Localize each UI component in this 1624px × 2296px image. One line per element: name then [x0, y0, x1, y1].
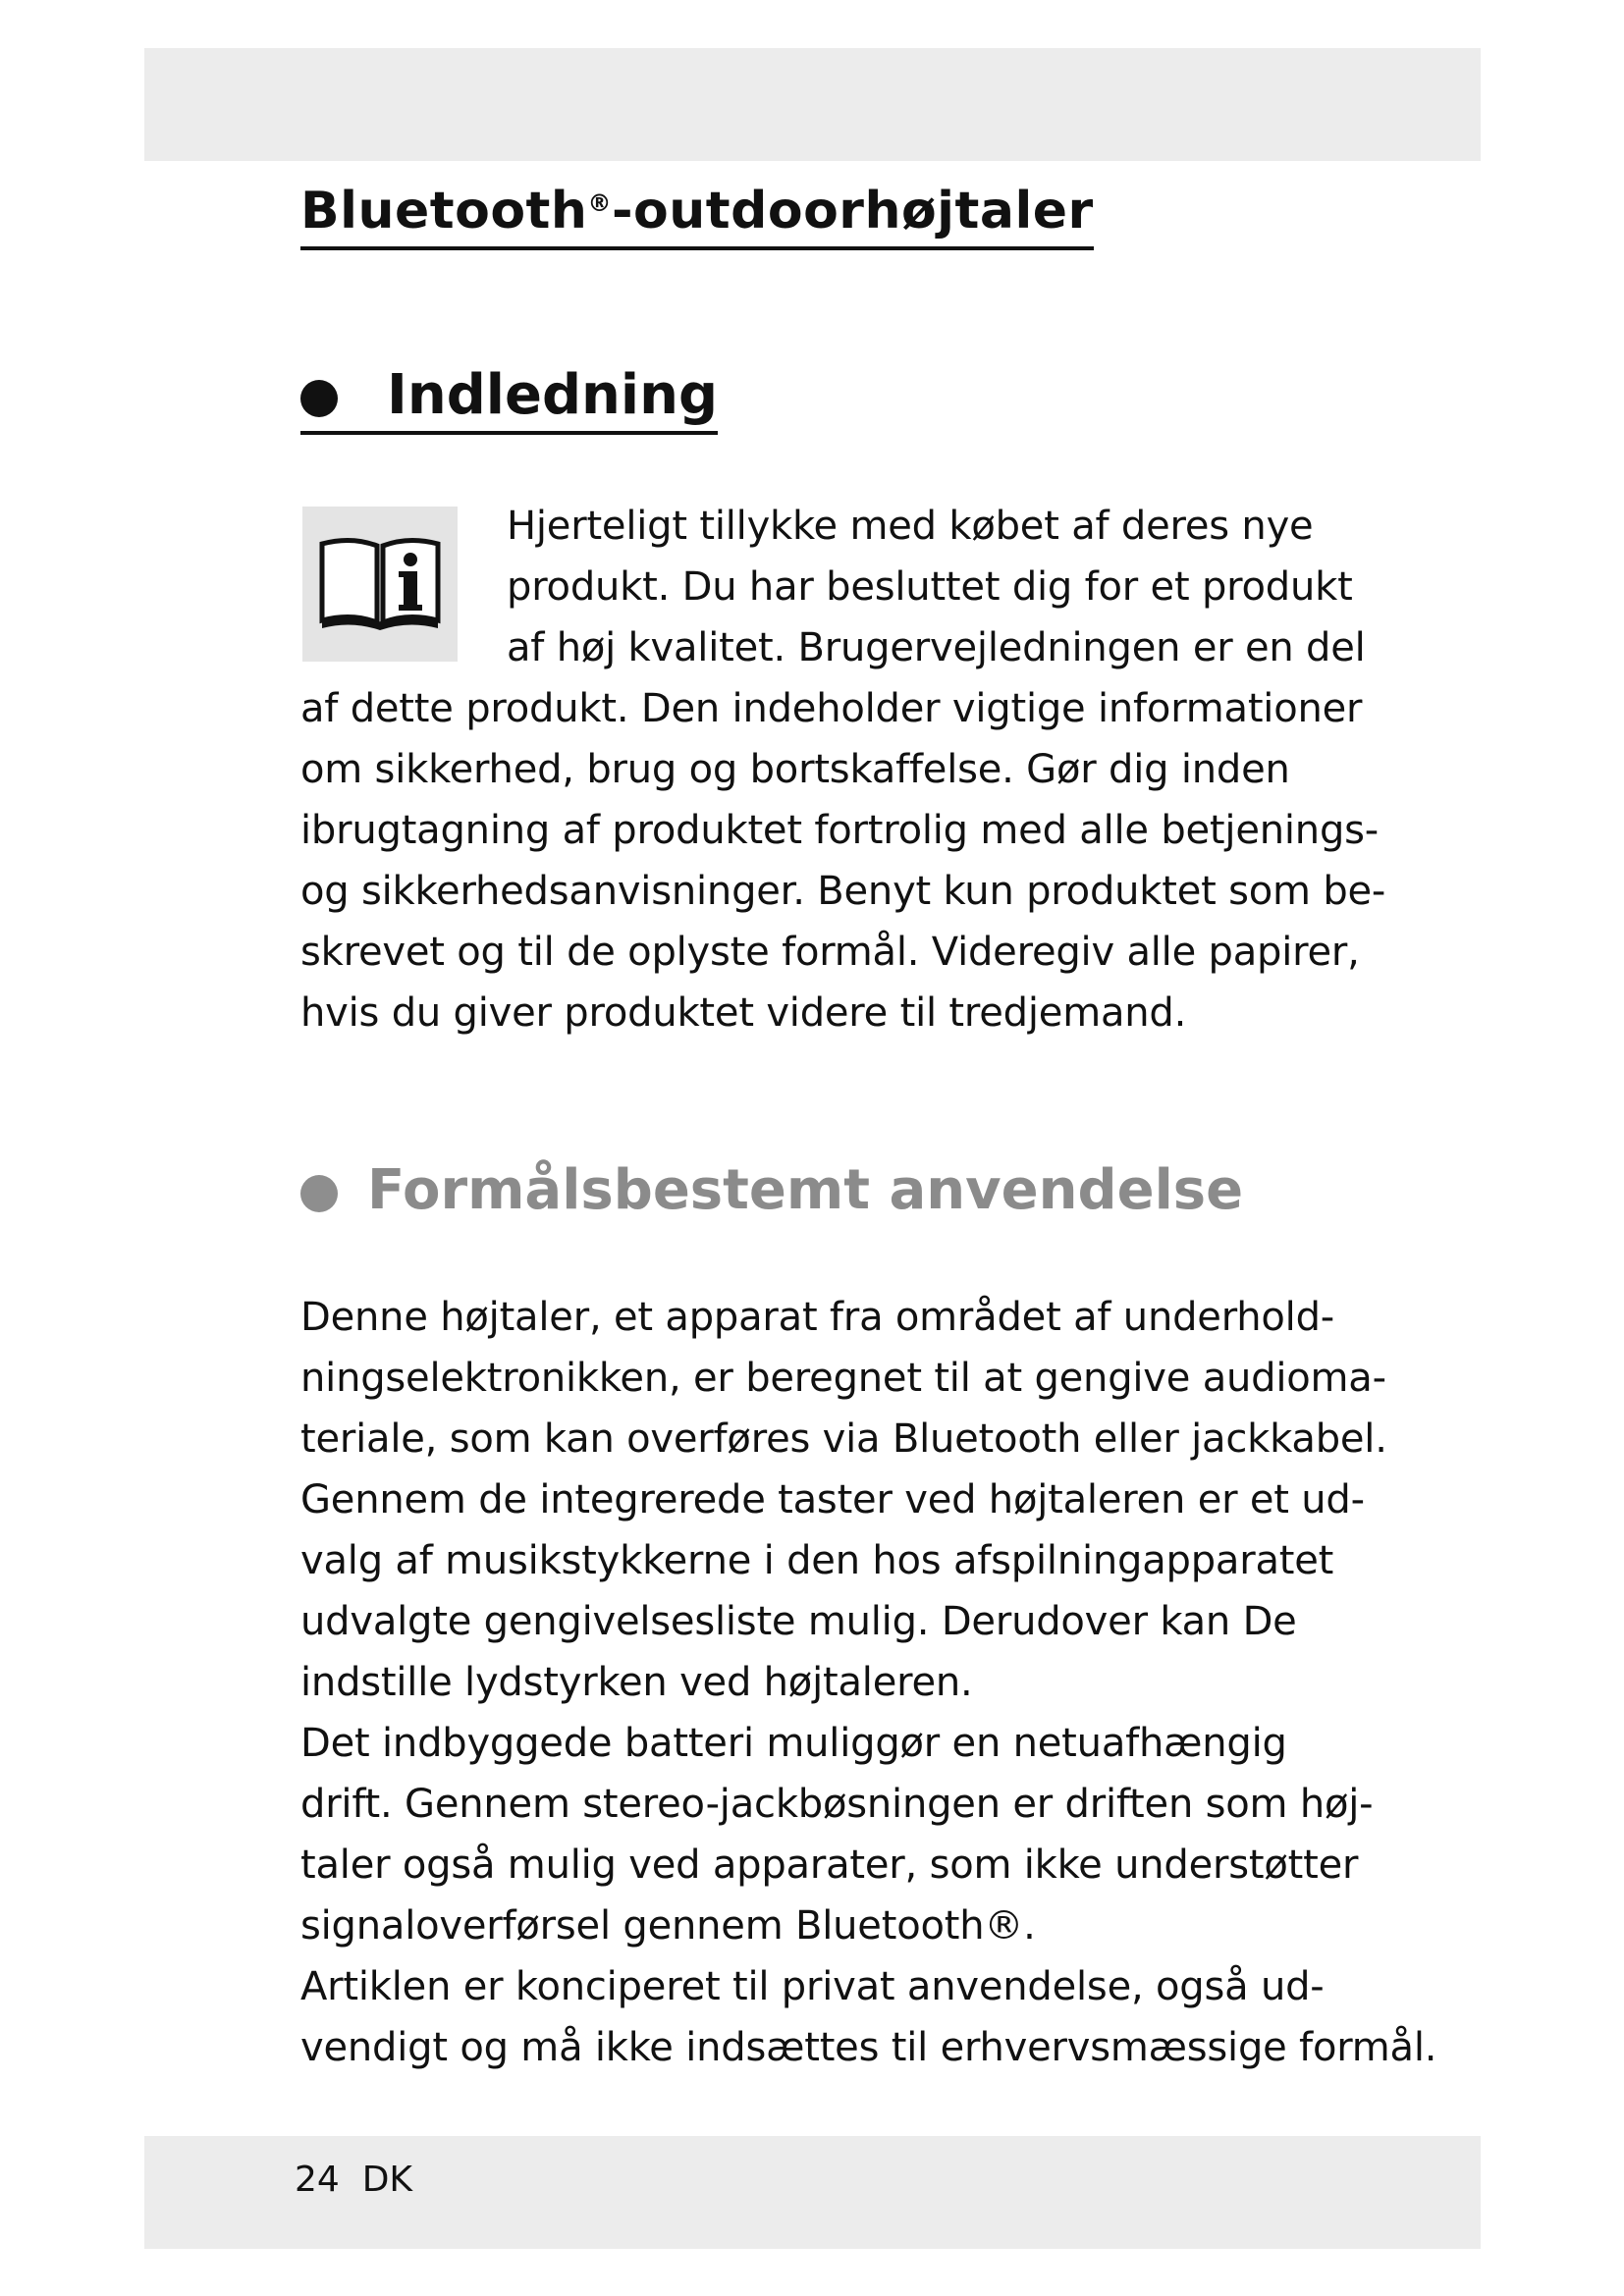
page-footer	[295, 2160, 412, 2200]
intended-use-paragraph: Denne højtaler, et apparat fra området af underhold- ningselektronikken, er beregnet til at gengive audioma- teriale, som kan overføres via Bluetooth eller jackkabel. Gennem de integrerede taster ved højtaleren er et ud- valg af musikstykkerne i den hos afspilningapparatet udvalgte gengivelsesliste mulig. Derudover kan De indstille lydstyrken ved højtaleren. Det indbyggede batteri muliggør en netuafhængig drift. Gennem stereo-jackbøsningen er driften som høj- taler også mulig ved apparater, som ikke understøtter signaloverførsel gennem Bluetooth®. Artiklen er konciperet til privat anvendelse, også ud- vendigt og må ikke indsættes til erhvervsmæssige formål.	[300, 1295, 1437, 2070]
bullet-icon	[300, 380, 338, 417]
info-book-icon	[302, 507, 458, 662]
header-band	[144, 48, 1481, 161]
section-heading-intended-use: Formålsbestemt anvendelse	[300, 1158, 1243, 1222]
document-title: Bluetooth®-outdoorhøjtaler	[300, 182, 1094, 250]
intro-paragraph-body: af dette produkt. Den indeholder vigtige informationer om sikkerhed, brug og bortskaffelse. Gør dig inden ibrugtagning af produktet fortrolig med alle betjenings- og sikkerhedsanvisninger. Benyt kun produktet som be- skrevet og til de oplyste formål. Videregiv alle papirer, hvis du giver produktet videre til tredjemand.	[300, 686, 1386, 1036]
intro-paragraph-top: Hjerteligt tillykke med købet af deres nye produkt. Du har besluttet dig for et produkt af høj kvalitet. Brugervejledningen er en del	[507, 504, 1366, 670]
page-number: 24	[295, 2160, 340, 2200]
bullet-icon	[300, 1175, 338, 1212]
section-heading-introduction: Indledning	[300, 363, 718, 435]
language-code: DK	[361, 2160, 413, 2200]
